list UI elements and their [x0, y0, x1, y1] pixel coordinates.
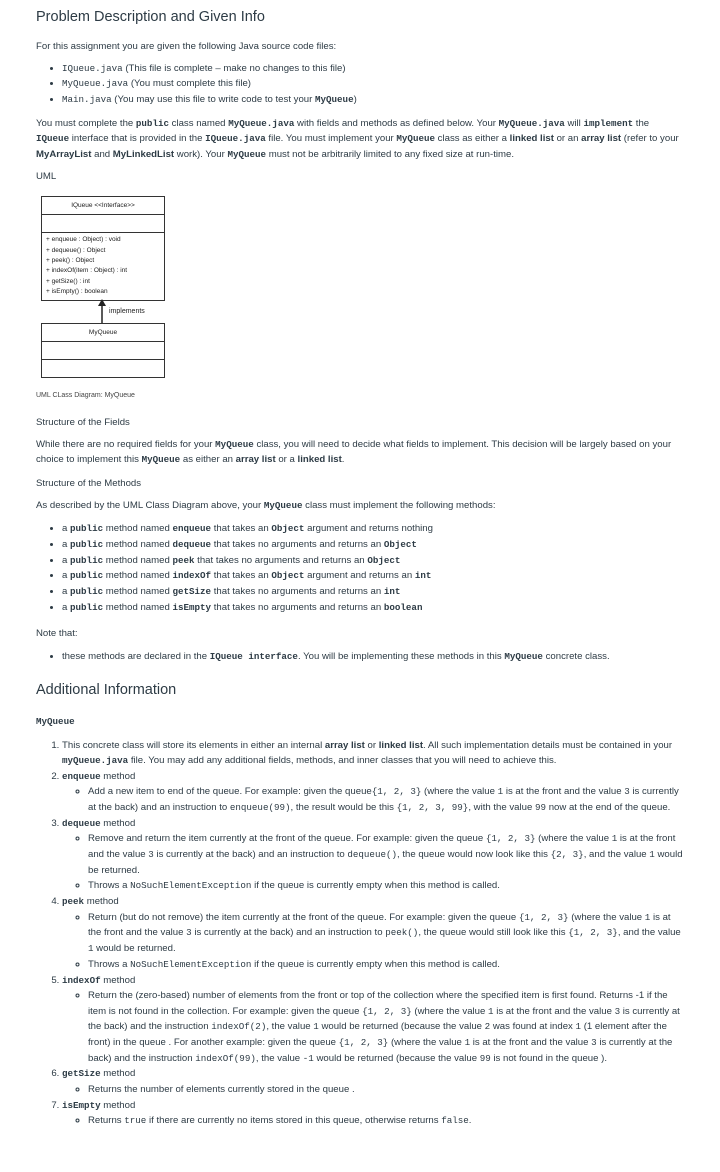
uml-method: + getSize() : int: [46, 277, 90, 285]
fields-paragraph: While there are no required fields for your MyQueue class, you will need to decide what fields to implement. This decision will be largely based on your choice to implement this MyQueue as either an array list or a linked list.: [36, 438, 672, 466]
method-item: • a public method named dequeue that takes no arguments and returns an Object: [62, 537, 684, 553]
additional-heading: Additional Information: [36, 681, 177, 698]
uml-method: + isEmpty() : boolean: [46, 288, 108, 296]
detail-subitem: ◦ Remove and return the item currently at the front of the queue. For example: given the queue {1, 2, 3} (where the value 1 is at the front and the value 3 is currently at the back) and an instruction to dequeue(), the queue would now look like this {2, 3}, and the value 1 would be returned.: [88, 831, 684, 878]
file-item: • MyQueue.java (You must complete this file): [62, 76, 684, 92]
note-label: Note that:: [36, 627, 78, 639]
detail-subitem: ◦ Returns the number of elements currently stored in the queue .: [88, 1082, 684, 1097]
requirements-paragraph: You must complete the public class named MyQueue.java with fields and methods as defined below. Your MyQueue.java will implement the IQueue interface that is provided in the IQueue.java file. You must implement your MyQueue class as either a linked list or an array list (refer to your MyArrayList and MyLinkedList work). Your MyQueue must not be arbitrarily limited to any fixed size at run-time.: [36, 117, 679, 161]
method-item: • a public method named peek that takes no arguments and returns an Object: [62, 553, 684, 569]
uml-method: + peek() : Object: [46, 256, 95, 264]
note-item: • these methods are declared in the IQueue interface. You will be implementing these methods in this MyQueue concrete class.: [62, 649, 684, 665]
detail-subitem: ◦ Return the (zero-based) number of elements from the front or top of the collection where the specified item is first found. Returns -1 if the item is not found in the collection. For example: given the queue {1, 2, 3} (where the value 1 is at the front and the value 3 is currently at the back) and the instruction indexOf(2), the value 1 would be returned (because the value 2 was found at index 1 (1 element after the front) in the queue . For another example: given the queue {1, 2, 3} (where the value 1 is at the front and the value 3 is currently at the back) and the instruction indexOf(99), the value -1 would be returned (because the value 99 is not found in the queue ).: [88, 988, 684, 1066]
detail-subitem: ◦ Add a new item to end of the queue. For example: given the queue{1, 2, 3} (where the value 1 is at the front and the value 3 is currently at the back) and an instruction to enqueue(99), the result would be this {1, 2, 3, 99}, with the value 99 now at the end of the queue.: [88, 784, 684, 815]
interface-methods-section: [42, 233, 164, 299]
uml-method: + enqueue : Object) : void: [46, 236, 121, 244]
interface-fields-section: [42, 215, 164, 233]
detail-subitem: ◦ Throws a NoSuchElementException if the queue is currently empty when this method is called.: [88, 957, 684, 973]
detail-item: 2. enqueue method ◦ Add a new item to end of the queue. For example: given the queue{1, 2, 3} (where the value 1 is at the front and the value 3 is currently at the back) and an instruction to enqueue(99), the result would be this {1, 2, 3, 99}, with the value 99 now at the end of the queue.: [62, 769, 684, 816]
note-list: [36, 649, 684, 665]
methods-heading: Structure of the Methods: [36, 478, 142, 490]
detail-item: 4. peek method ◦ Return (but do not remove) the item currently at the front of the queue. For example: given the queue {1, 2, 3} (where the value 1 is at the front and the value 3 is currently at the back) and an instruction to peek(), the queue would still look like this {1, 2, 3}, and the value 1 would be returned. ◦ Throws a NoSuchElementException if the queue is currently empty when this method is called.: [62, 894, 684, 973]
method-item: • a public method named enqueue that takes an Object argument and returns nothing: [62, 521, 684, 537]
detail-item: 3. dequeue method ◦ Remove and return the item currently at the front of the queue. For example: given the queue {1, 2, 3} (where the value 1 is at the front and the value 3 is currently at the back) and an instruction to dequeue(), the queue would now look like this {2, 3}, and the value 1 would be returned. ◦ Throws a NoSuchElementException if the queue is currently empty when this method is called.: [62, 816, 684, 894]
interface-box: [41, 196, 165, 300]
class-header: MyQueue: [42, 324, 164, 342]
implements-label: implements: [109, 308, 145, 316]
detail-subitem: ◦ Returns true if there are currently no items stored in this queue, otherwise returns false.: [88, 1113, 684, 1129]
file-item: • Main.java (You may use this file to write code to test your MyQueue): [62, 92, 684, 108]
method-item: • a public method named isEmpty that takes no arguments and returns an boolean: [62, 600, 684, 616]
details-list: [36, 738, 684, 1129]
method-list: [36, 521, 684, 615]
uml-label: UML: [36, 170, 57, 182]
uml-method: + indexOf(item : Object) : int: [46, 267, 128, 275]
detail-item: 5. indexOf method ◦ Return the (zero-based) number of elements from the front or top of the collection where the specified item is first found. Returns -1 if the item is not found in the collection. For example: given the queue {1, 2, 3} (where the value 1 is at the front and the value 3 is currently at the back) and the instruction indexOf(2), the value 1 would be returned (because the value 2 was found at index 1 (1 element after the front) in the queue . For another example: given the queue {1, 2, 3} (where the value 1 is at the front and the value 3 is currently at the back) and the instruction indexOf(99), the value -1 would be returned (because the value 99 is not found in the queue ).: [62, 973, 684, 1067]
detail-item: 1. This concrete class will store its elements in either an internal array list or linked list. All such implementation details must be contained in your myQueue.java file. You may add any additional fields, methods, and inner classes that you will need to achieve this.: [62, 738, 684, 769]
class-fields-section: [42, 342, 164, 360]
file-list: [36, 61, 684, 108]
uml-caption: UML CLass Diagram: MyQueue: [36, 392, 135, 400]
myqueue-label: MyQueue: [36, 715, 75, 727]
uml-method: + dequeue() : Object: [46, 246, 106, 254]
intro-text: For this assignment you are given the following Java source code files:: [36, 41, 337, 53]
class-methods-section: [42, 360, 164, 377]
class-box: [41, 323, 165, 378]
detail-subitem: ◦ Return (but do not remove) the item currently at the front of the queue. For example: given the queue {1, 2, 3} (where the value 1 is at the front and the value 3 is currently at the back) and an instruction to peek(), the queue would still look like this {1, 2, 3}, and the value 1 would be returned.: [88, 910, 684, 957]
detail-item: 7. isEmpty method ◦ Returns true if there are currently no items stored in this queue, otherwise returns false.: [62, 1098, 684, 1129]
method-item: • a public method named indexOf that takes an Object argument and returns an int: [62, 568, 684, 584]
uml-diagram: [41, 196, 181, 386]
implements-arrow-icon: [96, 299, 108, 323]
detail-item: 6. getSize method ◦ Returns the number of elements currently stored in the queue .: [62, 1066, 684, 1097]
detail-subitem: ◦ Throws a NoSuchElementException if the queue is currently empty when this method is called.: [88, 878, 684, 894]
fields-heading: Structure of the Fields: [36, 417, 130, 429]
interface-header: IQueue <<Interface>>: [42, 197, 164, 215]
file-item: • IQueue.java (This file is complete – make no changes to this file): [62, 61, 684, 77]
methods-intro: As described by the UML Class Diagram above, your MyQueue class must implement the following methods:: [36, 499, 496, 511]
page-title: Problem Description and Given Info: [36, 9, 265, 25]
method-item: • a public method named getSize that takes no arguments and returns an int: [62, 584, 684, 600]
